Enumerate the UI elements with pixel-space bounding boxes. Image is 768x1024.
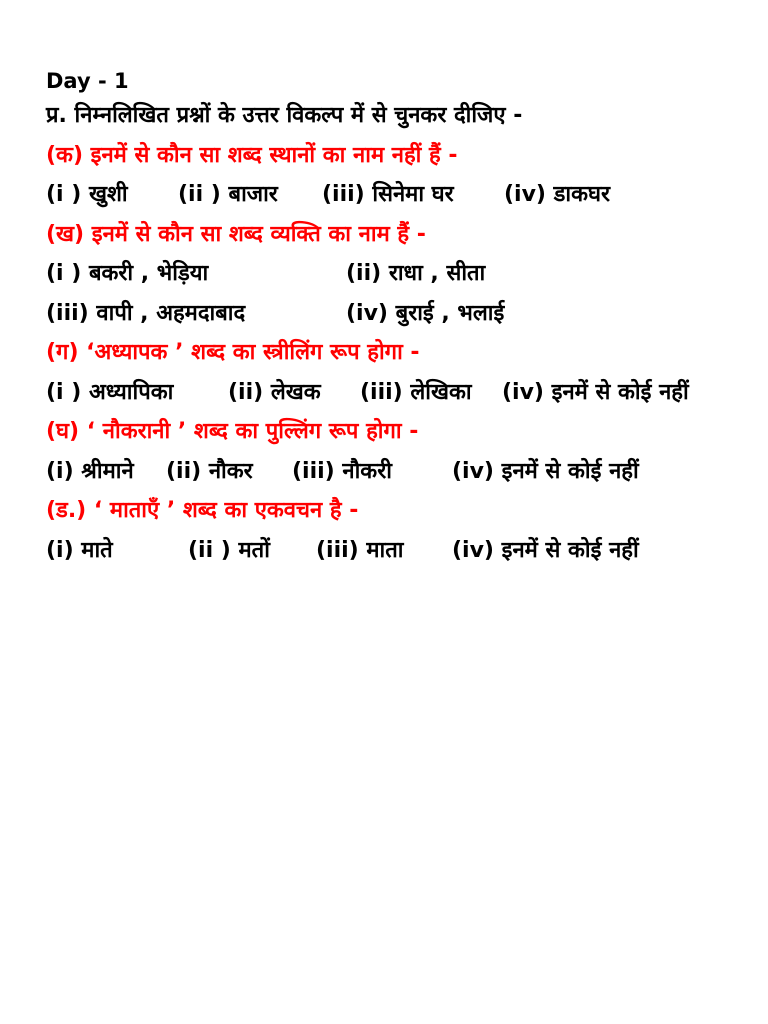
day-heading: Day - 1	[46, 69, 129, 93]
option-ii: (ii) लेखक	[228, 379, 321, 405]
options-ka	[46, 175, 756, 215]
option-iv: (iv) इनमें से कोई नहीं	[452, 537, 639, 563]
question-ga: (ग) ‘अध्यापक ’ शब्द का स्त्रीलिंग रूप होगा -	[46, 340, 420, 365]
instruction-line: प्र. निम्नलिखित प्रश्नों के उत्तर विकल्प में से चुनकर दीजिए -	[46, 103, 523, 128]
options-da	[46, 531, 756, 571]
options-ga	[46, 373, 756, 413]
question-da: (ड.) ‘ माताएँ ’ शब्द का एकवचन है -	[46, 498, 359, 523]
option-iii: (iii) नौकरी	[292, 458, 392, 484]
option-i: (i ) खुशी	[46, 182, 128, 207]
option-iii: (iii) लेखिका	[360, 379, 472, 405]
option-ii: (ii ) बाजार	[178, 182, 278, 207]
option-ii: (ii ) मतों	[188, 537, 270, 563]
option-i: (i) माते	[46, 537, 113, 563]
option-i: (i ) अध्यापिका	[46, 379, 174, 405]
option-iv: (iv) डाकघर	[504, 182, 611, 207]
option-ii: (ii) राधा , सीता	[346, 261, 486, 286]
option-iii: (iii) माता	[316, 537, 404, 563]
options-gha	[46, 452, 756, 492]
option-iii: (iii) सिनेमा घर	[322, 182, 454, 207]
option-ii: (ii) नौकर	[166, 458, 253, 484]
options-kha-row-1	[46, 254, 756, 294]
question-gha: (घ) ‘ नौकरानी ’ शब्द का पुल्लिंग रूप होगा -	[46, 419, 419, 444]
option-i: (i ) बकरी , भेड़िया	[46, 261, 209, 286]
option-i: (i) श्रीमाने	[46, 458, 134, 484]
option-iii: (iii) वापी , अहमदाबाद	[46, 300, 246, 326]
question-kha: (ख) इनमें से कौन सा शब्द व्यक्ति का नाम हैं -	[46, 221, 426, 247]
question-ka: (क) इनमें से कौन सा शब्द स्थानों का नाम नहीं हैं -	[46, 142, 458, 168]
option-iv: (iv) बुराई , भलाई	[346, 300, 505, 326]
option-iv: (iv) इनमें से कोई नहीं	[502, 379, 689, 405]
worksheet	[46, 66, 756, 570]
option-iv: (iv) इनमें से कोई नहीं	[452, 458, 639, 484]
options-kha-row-2	[46, 294, 756, 334]
